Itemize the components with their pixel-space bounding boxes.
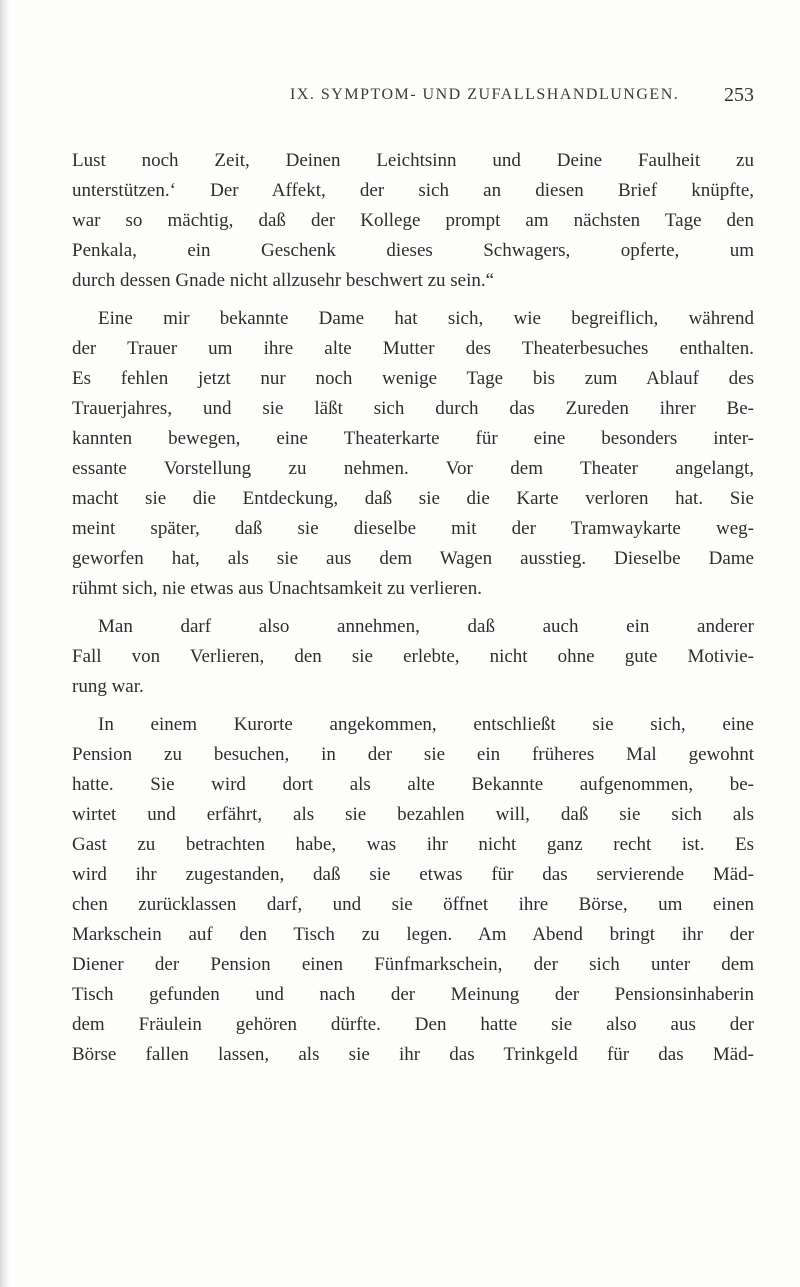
text-line: Börse fallen lassen, als sie ihr das Trinkgeld für das Mäd- [72, 1044, 754, 1065]
running-header [72, 86, 754, 112]
text-line: hatte. Sie wird dort als alte Bekannte aufgenommen, be- [72, 774, 754, 795]
text-line: wird ihr zugestanden, daß sie etwas für das servierende Mäd- [72, 864, 754, 885]
page-number: 253 [724, 84, 754, 106]
text-line: Penkala, ein Geschenk dieses Schwagers, opferte, um [72, 240, 754, 261]
text-line: Lust noch Zeit, Deinen Leichtsinn und Deine Faulheit zu [72, 150, 754, 171]
text-line: essante Vorstellung zu nehmen. Vor dem Theater angelangt, [72, 458, 754, 479]
text-line: Tisch gefunden und nach der Meinung der Pensionsinhaberin [72, 984, 754, 1005]
text-line: Diener der Pension einen Fünfmarkschein, der sich unter dem [72, 954, 754, 975]
text-line: geworfen hat, als sie aus dem Wagen ausstieg. Dieselbe Dame [72, 548, 754, 569]
text-line: Eine mir bekannte Dame hat sich, wie begreiflich, während [98, 308, 754, 329]
text-line: macht sie die Entdeckung, daß sie die Karte verloren hat. Sie [72, 488, 754, 509]
text-line: meint später, daß sie dieselbe mit der Tramwaykarte weg- [72, 518, 754, 539]
text-line: Trauerjahres, und sie läßt sich durch das Zureden ihrer Be- [72, 398, 754, 419]
text-line: Markschein auf den Tisch zu legen. Am Abend bringt ihr der [72, 924, 754, 945]
text-line: kannten bewegen, eine Theaterkarte für eine besonders inter- [72, 428, 754, 449]
text-line: war so mächtig, daß der Kollege prompt am nächsten Tage den [72, 210, 754, 231]
text-line: Fall von Verlieren, den sie erlebte, nicht ohne gute Motivie- [72, 646, 754, 667]
text-line: Man darf also annehmen, daß auch ein anderer [98, 616, 754, 637]
text-line: rung war. [72, 676, 144, 697]
text-line: chen zurücklassen darf, und sie öffnet ihre Börse, um einen [72, 894, 754, 915]
body-text [72, 146, 754, 1070]
text-line: dem Fräulein gehören dürfte. Den hatte sie also aus der [72, 1014, 754, 1035]
text-line: unterstützen.‘ Der Affekt, der sich an diesen Brief knüpfte, [72, 180, 754, 201]
text-line: In einem Kurorte angekommen, entschließt sie sich, eine [98, 714, 754, 735]
chapter-running-title: IX. SYMPTOM- UND ZUFALLSHANDLUNGEN. [290, 86, 680, 103]
text-line: der Trauer um ihre alte Mutter des Theaterbesuches enthalten. [72, 338, 754, 359]
text-line: Pension zu besuchen, in der sie ein früheres Mal gewohnt [72, 744, 754, 765]
page-binding-shadow [0, 0, 10, 1287]
text-line: wirtet und erfährt, als sie bezahlen will, daß sie sich als [72, 804, 754, 825]
text-line: Gast zu betrachten habe, was ihr nicht ganz recht ist. Es [72, 834, 754, 855]
text-line: rühmt sich, nie etwas aus Unachtsamkeit zu verlieren. [72, 578, 482, 599]
text-line: durch dessen Gnade nicht allzusehr beschwert zu sein.“ [72, 270, 495, 291]
text-line: Es fehlen jetzt nur noch wenige Tage bis zum Ablauf des [72, 368, 754, 389]
